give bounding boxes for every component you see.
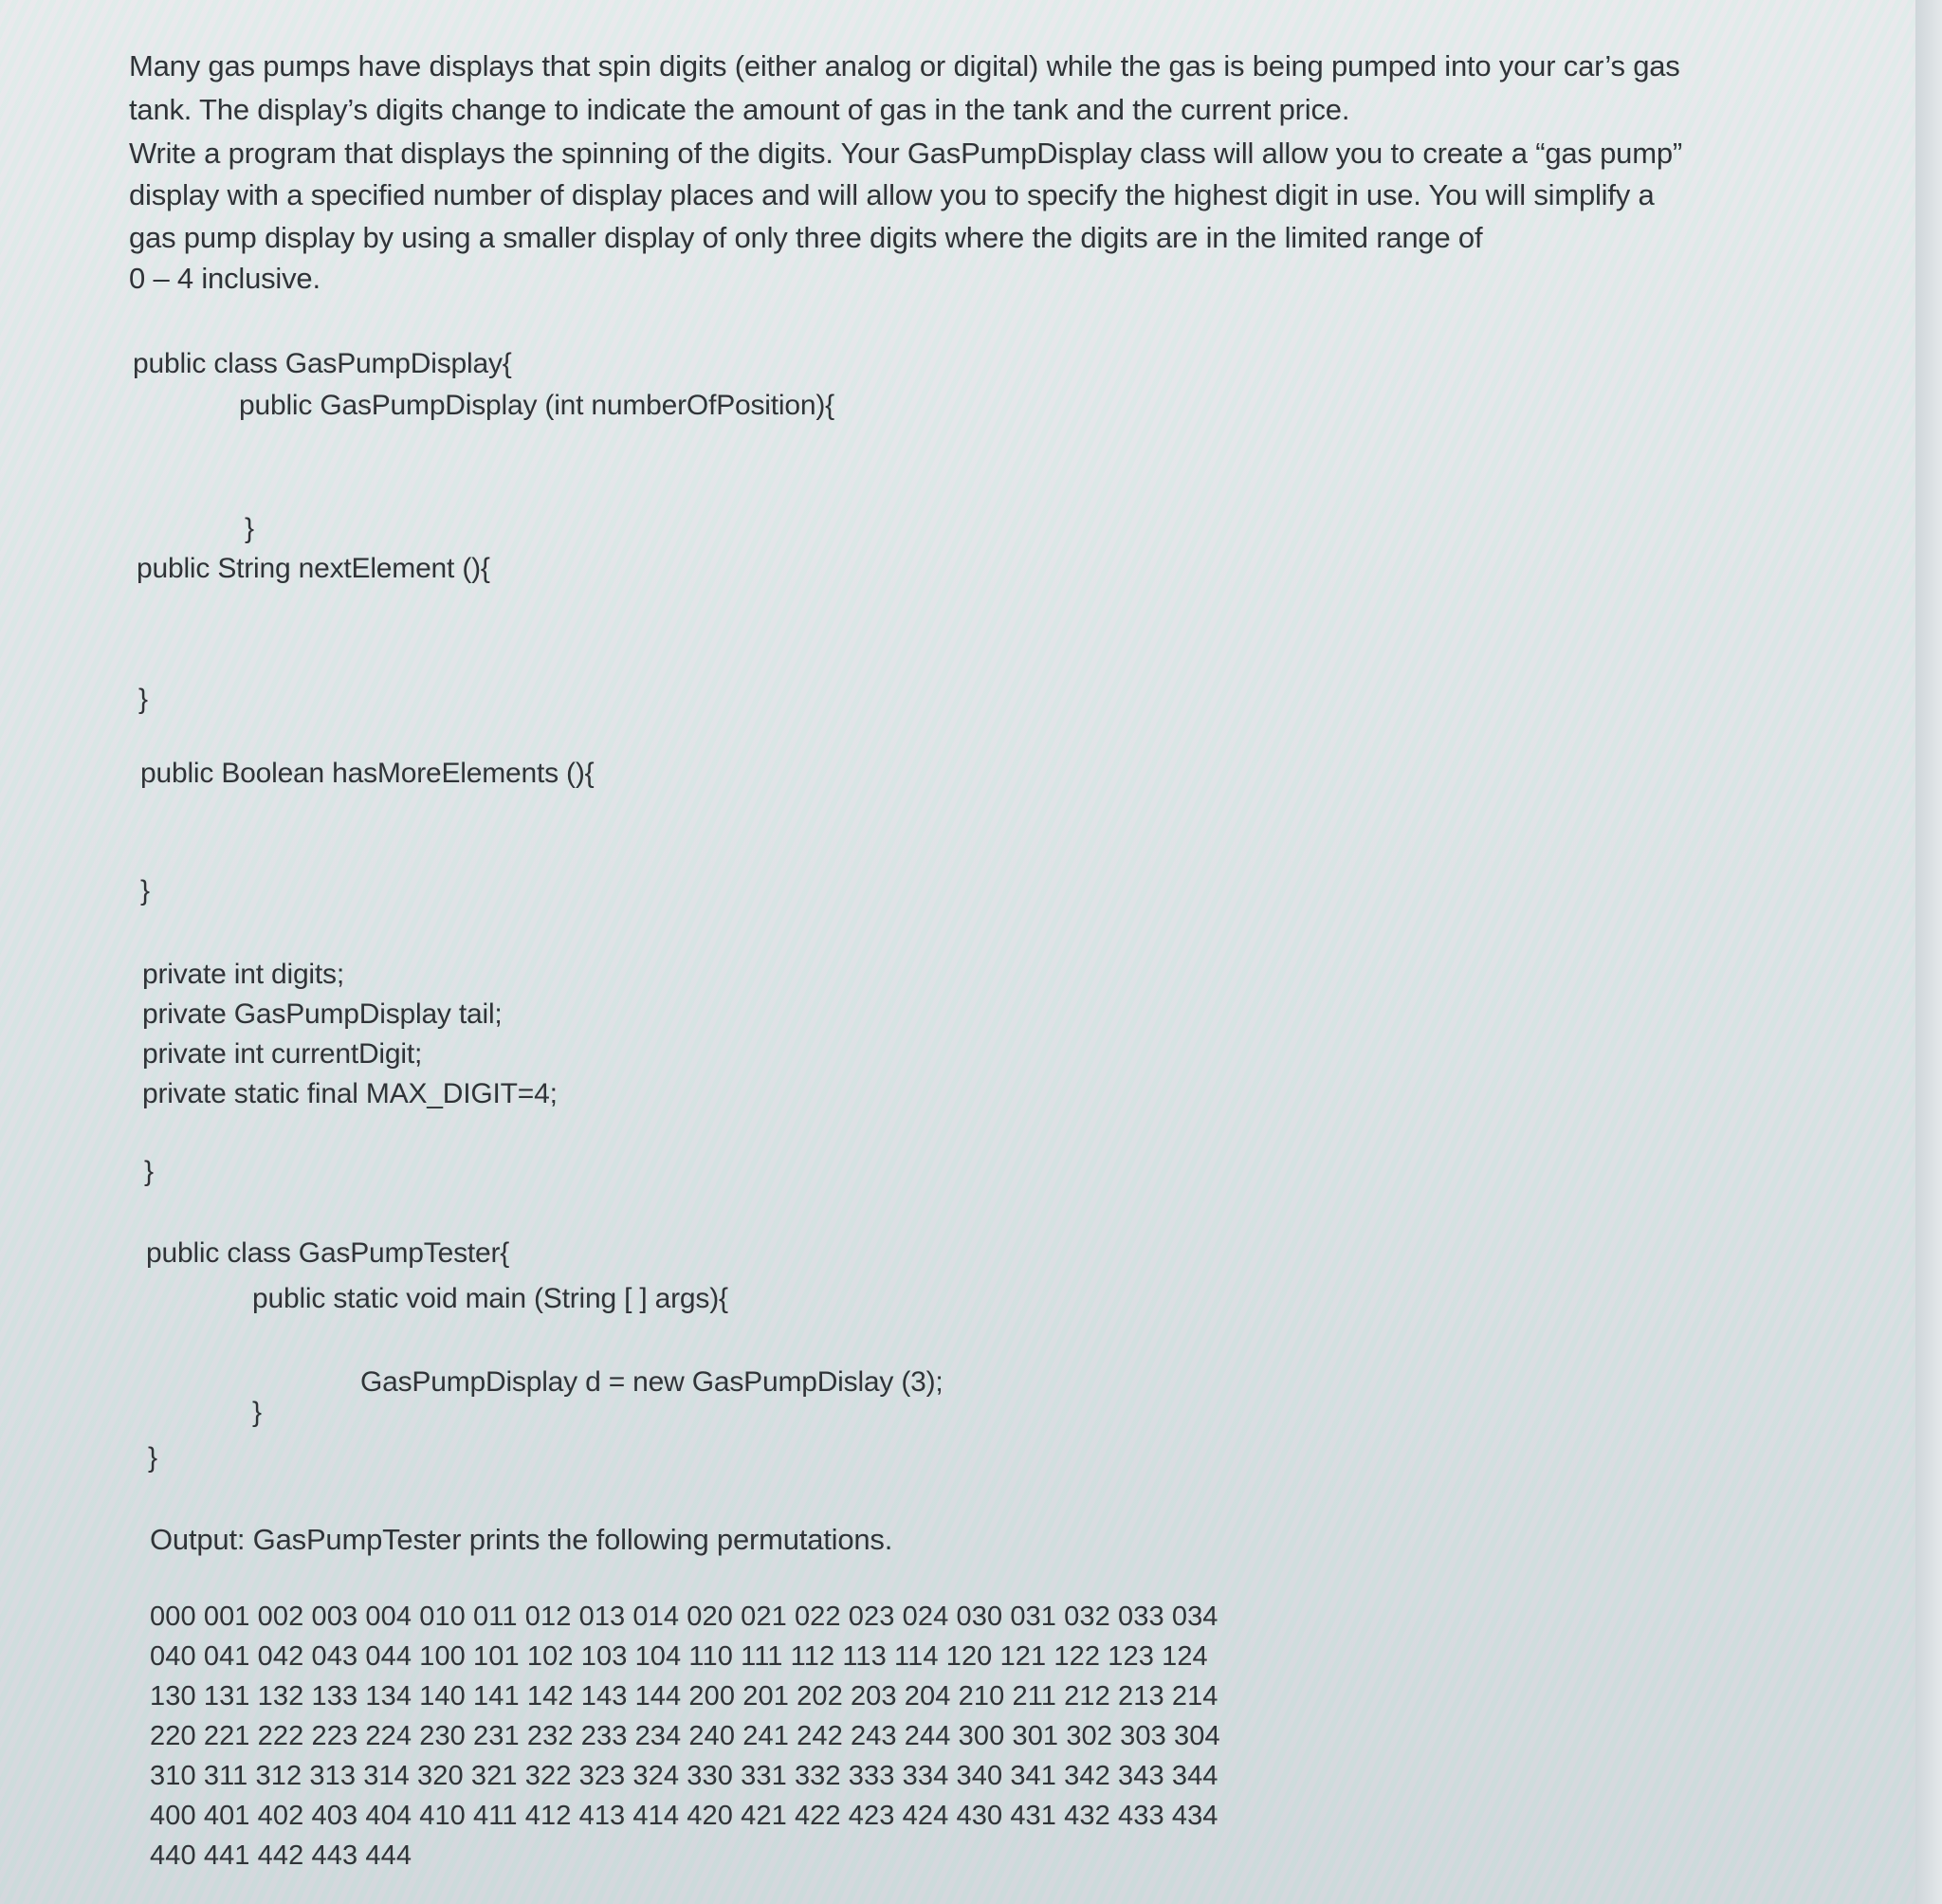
intro-line-2: tank. The display’s digits change to indicate the amount of gas in the tank and the current price. [129, 93, 1350, 126]
intro-line-1: Many gas pumps have displays that spin digits (either analog or digital) while the gas is being pumped into your car’s gas [129, 49, 1680, 82]
constructor-declaration: public GasPumpDisplay (int numberOfPosition){ [239, 390, 834, 421]
main-method-declaration: public static void main (String [ ] args){ [252, 1283, 728, 1314]
next-element-declaration: public String nextElement (){ [137, 553, 490, 584]
output-line-7: 440 441 442 443 444 [150, 1840, 412, 1871]
output-line-2: 040 041 042 043 044 100 101 102 103 104 110 111 112 113 114 120 121 122 123 124 [150, 1641, 1208, 1672]
class-close-brace: } [144, 1156, 154, 1187]
intro-line-4: display with a specified number of display places and will allow you to specify the highest digit in use. You will simplify a [129, 178, 1655, 211]
next-element-close-brace: } [138, 684, 148, 715]
field-tail: private GasPumpDisplay tail; [142, 998, 503, 1030]
class-declaration: public class GasPumpDisplay{ [133, 348, 512, 379]
field-max-digit: private static final MAX_DIGIT=4; [142, 1078, 558, 1109]
output-line-4: 220 221 222 223 224 230 231 232 233 234 240 241 242 243 244 300 301 302 303 304 [150, 1721, 1220, 1751]
tester-class-close-brace: } [148, 1442, 157, 1474]
output-line-6: 400 401 402 403 404 410 411 412 413 414 420 421 422 423 424 430 431 432 433 434 [150, 1801, 1218, 1831]
intro-line-3: Write a program that displays the spinning of the digits. Your GasPumpDisplay class will allow you to create a “gas pump” [129, 137, 1682, 170]
constructor-close-brace: } [245, 513, 254, 544]
main-method-close-brace: } [252, 1397, 262, 1428]
output-line-3: 130 131 132 133 134 140 141 142 143 144 200 201 202 203 204 210 211 212 213 214 [150, 1681, 1218, 1712]
output-line-1: 000 001 002 003 004 010 011 012 013 014 020 021 022 023 024 030 031 032 033 034 [150, 1602, 1218, 1632]
intro-line-6: 0 – 4 inclusive. [129, 262, 321, 295]
intro-line-5: gas pump display by using a smaller display of only three digits where the digits are in the limited range of [129, 221, 1483, 254]
output-label: Output: GasPumpTester prints the following permutations. [150, 1523, 893, 1556]
field-current-digit: private int currentDigit; [142, 1038, 423, 1070]
main-method-body: GasPumpDisplay d = new GasPumpDislay (3); [360, 1366, 944, 1398]
field-digits: private int digits; [142, 959, 344, 990]
output-line-5: 310 311 312 313 314 320 321 322 323 324 330 331 332 333 334 340 341 342 343 344 [150, 1761, 1218, 1791]
has-more-elements-declaration: public Boolean hasMoreElements (){ [140, 758, 595, 789]
has-more-elements-close-brace: } [140, 875, 150, 906]
tester-class-declaration: public class GasPumpTester{ [146, 1237, 510, 1269]
